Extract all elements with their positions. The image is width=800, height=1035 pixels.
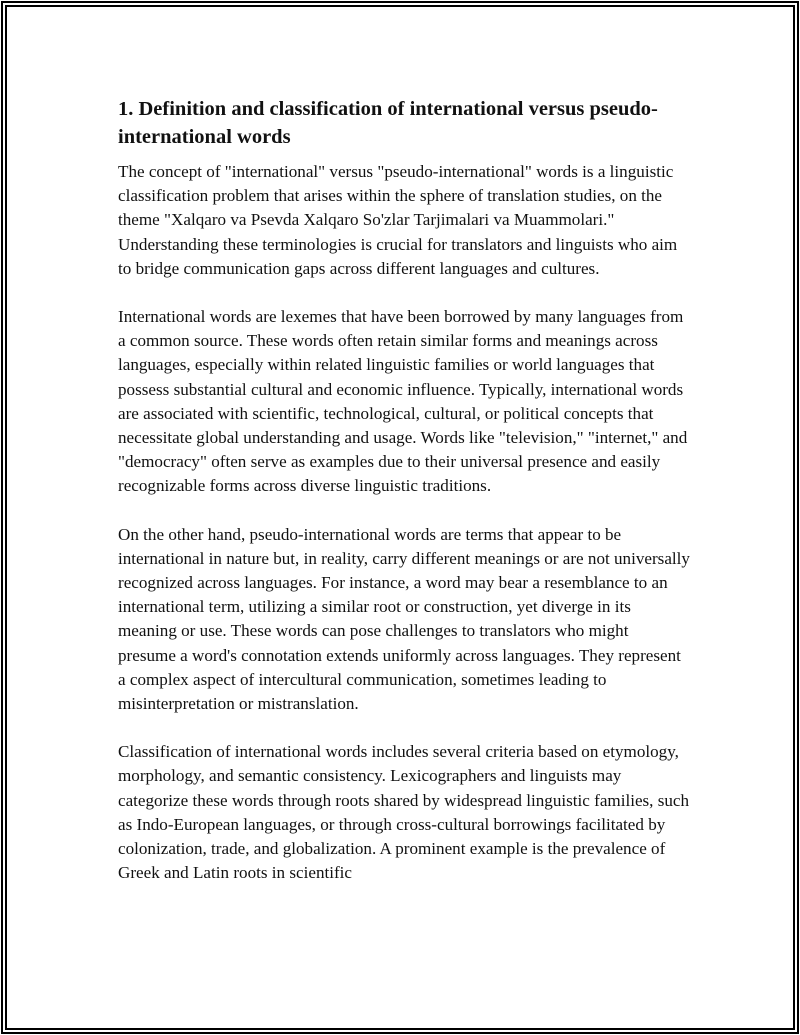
paragraph-international-words: International words are lexemes that have been borrowed by many languages from a common source. These words often retain similar forms and meanings across languages, especially within related linguistic families or world languages that possess substantial cultural and economic influence. Typically, international words are associated with scientific, technological, cultural, or political concepts that necessitate global understanding and usage. Words like "television," "internet," and "democracy" often serve as examples due to their universal presence and easily recognizable forms across diverse linguistic traditions. [118,307,688,496]
paragraph-classification: Classification of international words includes several criteria based on etymology, morphology, and semantic consistency. Lexicographers and linguists may categorize these words through roots shared by widespread linguistic families, such as Indo-European languages, or through cross-cultural borrowings facilitated by colonization, trade, and globalization. A prominent example is the prevalence of Greek and Latin roots in scientific [118,742,690,883]
document-body [118,95,690,909]
paragraph-concept: The concept of "international" versus "pseudo-international" words is a linguistic classification problem that arises within the sphere of translation studies, on the theme "Xalqaro va Psevda Xalqaro So'zlar Tarjimalari va Muammolari." Understanding these terminologies is crucial for translators and linguists who aim to bridge communication gaps across different languages and cultures. [118,162,678,278]
paragraph-pseudo-international-words: On the other hand, pseudo-international words are terms that appear to be international in nature but, in reality, carry different meanings or are not universally recognized across languages. For instance, a word may bear a resemblance to an international term, utilizing a similar root or construction, yet diverge in its meaning or use. These words can pose challenges to translators who might presume a word's connotation extends uniformly across languages. They represent a complex aspect of intercultural communication, sometimes leading to misinterpretation or mistranslation. [118,524,690,714]
section-heading: 1. Definition and classification of international versus pseudo-international words [118,98,658,148]
